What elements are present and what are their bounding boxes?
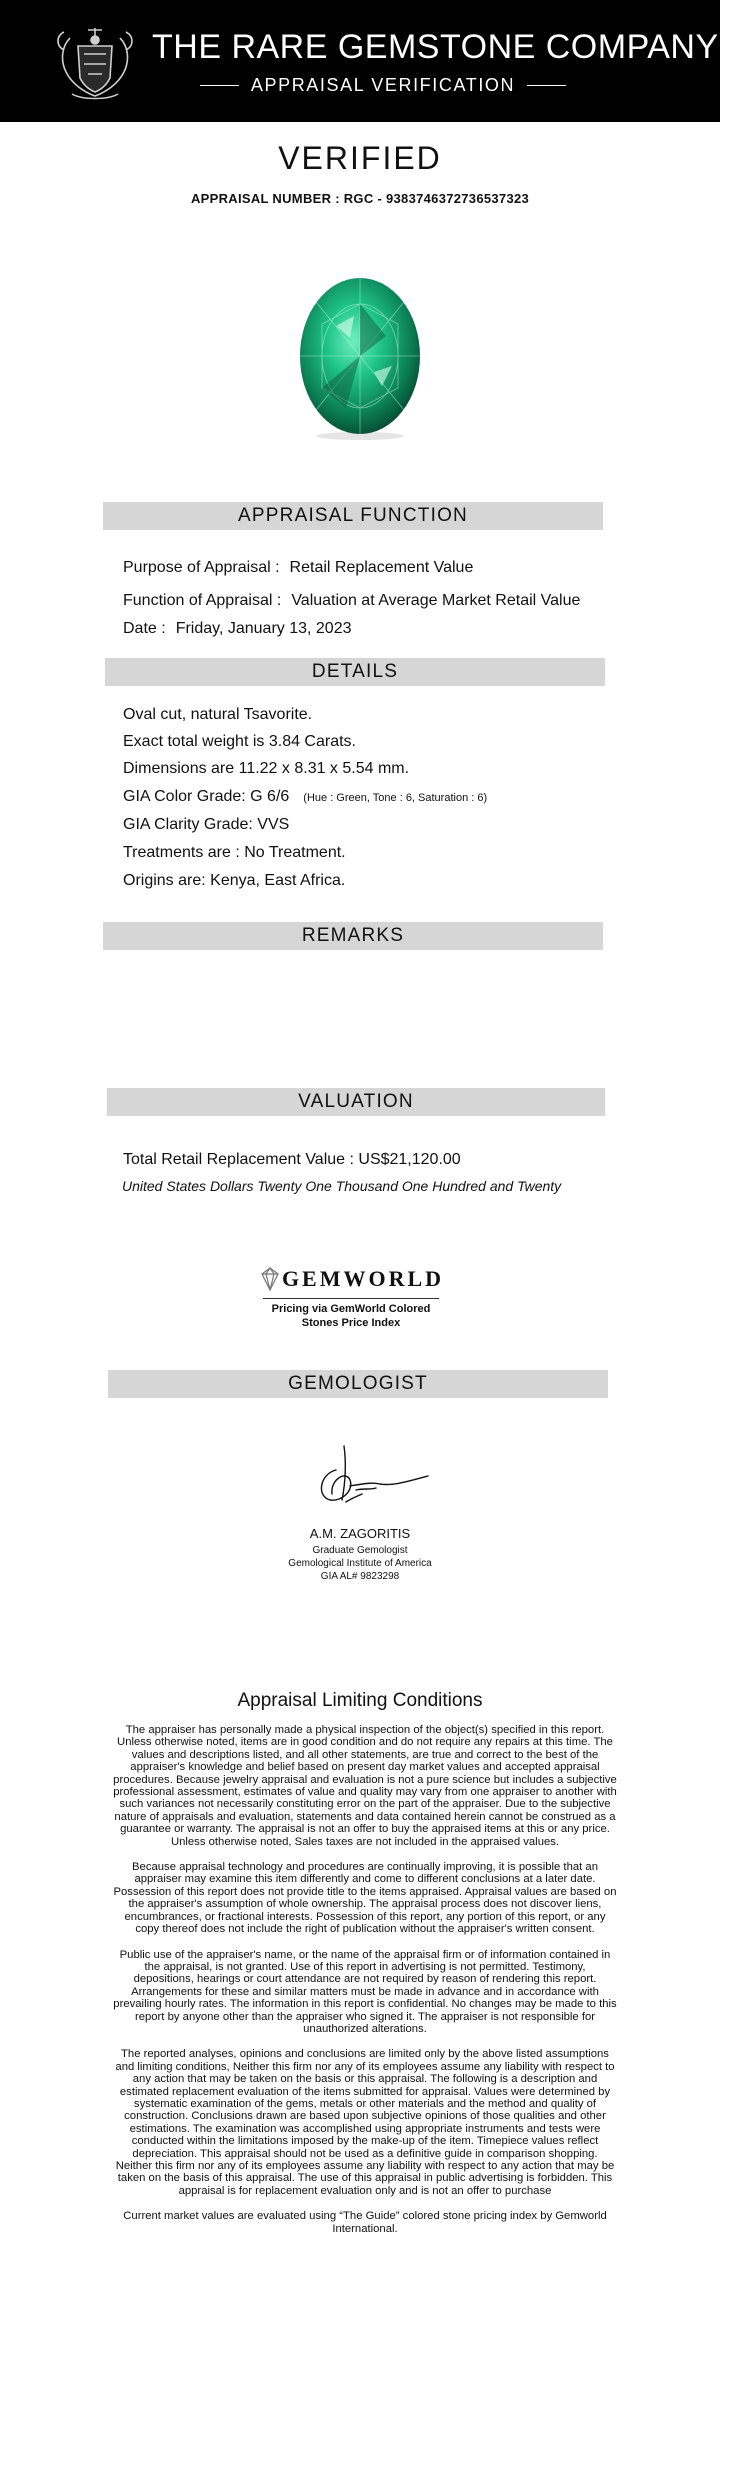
gemworld-pricing	[256, 1262, 446, 1337]
header-banner	[0, 0, 733, 122]
gemologist-name: A.M. ZAGORITIS	[309, 1526, 411, 1541]
date-value: Friday, January 13, 2023	[175, 620, 352, 637]
conditions-paragraph-5: Current market values are evaluated using “The Guide” colored stone pricing index by Gemworld International.	[123, 2210, 607, 2235]
gemologist-title: Graduate Gemologist	[312, 1545, 408, 1556]
oval-green-gemstone-icon	[296, 276, 424, 442]
conditions-paragraph-3: Public use of the appraiser's name, or the name of the appraisal firm or of information contained in the appraisal, is not granted. Use of this report in advertising is not permitted. Testimony, depositions, hearings or court attendance are not required by reason of rendering this report. Arrangements for these and similar matters must be made in advance and in accordance with prevailing hourly rates. The information in this report is confidential. No changes may be made to this report by anyone other than the appraiser who signed it. The appraiser is not responsible for unauthorized alterations.	[113, 1948, 617, 2035]
conditions-title: Appraisal Limiting Conditions	[237, 1690, 483, 1711]
section-remarks: REMARKS	[103, 922, 603, 950]
gemworld-caption-line1: Pricing via GemWorld Colored	[271, 1303, 431, 1315]
function-value: Valuation at Average Market Retail Value	[291, 592, 581, 609]
section-appraisal-function: APPRAISAL FUNCTION	[103, 502, 603, 530]
detail-color-grade	[123, 788, 487, 806]
gemologist-id: GIA AL# 9823298	[320, 1571, 400, 1582]
conditions-text	[113, 1724, 617, 2248]
appraisal-number: APPRAISAL NUMBER : RGC - 9383746372736537323	[190, 191, 530, 206]
gemworld-logo-icon	[258, 1266, 282, 1292]
valuation-total: Total Retail Replacement Value : US$21,120.00	[123, 1151, 461, 1168]
section-details: DETAILS	[105, 658, 605, 686]
verified-status: VERIFIED	[278, 140, 442, 176]
date-label: Date :	[123, 620, 166, 637]
detail-clarity: GIA Clarity Grade: VVS	[123, 816, 290, 833]
subtitle-text: APPRAISAL VERIFICATION	[250, 74, 516, 95]
section-gemologist: GEMOLOGIST	[108, 1370, 608, 1398]
section-valuation: VALUATION	[107, 1088, 605, 1116]
conditions-paragraph-1: The appraiser has personally made a physical inspection of the object(s) specified in this report. Unless otherwise noted, items are in good condition and do not require any repairs at this time. The values and descriptions listed, and all other statements, are true and correct to the best of the appraiser's knowledge and belief based on present day market values and accepted appraisal procedures. Because jewelry appraisal and evaluation is not a pure science but includes a subjective professional assessment, estimates of value and quality may vary from one appraiser to another with such variances not necessarily constituting error on the part of the appraiser. Due to the subjective nature of appraisals and evaluation, statements and data contained herein cannot be construed as a guarantee or warranty. The appraisal is not an offer to buy the appraised items at this or any price. Unless otherwise noted, Sales taxes are not included in the appraised values.	[113, 1724, 617, 1848]
conditions-paragraph-4: The reported analyses, opinions and conclusions are limited only by the above listed assumptions and limiting conditions, Neither this firm nor any of its employees assume any liability with respect to any action that may be taken on the basis or this appraisal. The following is a description and estimated replacement evaluation of the items submitted for appraisal. Values were determined by systematic examination of the gems, metals or other materials and the method and quality of construction. Conclusions drawn are based upon subjective opinions of those qualities and other estimations. The examination was accomplished using appropriate instruments and tests were conducted within the limitations imposed by the make-up of the item. Timepiece values reflect depreciation. This appraisal should not be used as a definitive guide in comparison shopping. Neither this firm nor any of its employees assume any liability with respect to any action that may be taken on the basis of this appraisal. The use of this appraisal in public advertising is forbidden. This appraisal is for replacement evaluation only and is not an offer to purchase	[115, 2048, 615, 2197]
appraisal-verification-subtitle	[200, 74, 566, 96]
gemologist-info	[0, 1526, 720, 1583]
detail-dimensions: Dimensions are 11.22 x 8.31 x 5.54 mm.	[123, 760, 410, 777]
gemworld-rule	[263, 1298, 439, 1299]
gemologist-institute: Gemological Institute of America	[288, 1558, 432, 1569]
gemworld-logo	[256, 1262, 446, 1296]
detail-cut: Oval cut, natural Tsavorite.	[123, 706, 313, 723]
crest-logo-icon	[52, 16, 138, 104]
color-grade-text: GIA Color Grade: G 6/6	[123, 788, 290, 805]
company-name: THE RARE GEMSTONE COMPANY ™	[152, 28, 733, 66]
detail-treatments: Treatments are : No Treatment.	[123, 844, 346, 861]
trademark-symbol: ™	[722, 37, 733, 49]
subtitle-rule-left	[200, 85, 239, 86]
gemworld-caption-line2: Stones Price Index	[301, 1317, 401, 1329]
detail-weight: Exact total weight is 3.84 Carats.	[123, 733, 356, 750]
date-row	[123, 620, 352, 638]
subtitle-rule-right	[527, 85, 566, 86]
purpose-label: Purpose of Appraisal :	[123, 559, 280, 576]
detail-origins: Origins are: Kenya, East Africa.	[123, 872, 346, 889]
purpose-row	[123, 559, 473, 577]
gemworld-logo-text: GEMWORLD	[281, 1266, 445, 1291]
conditions-paragraph-2: Because appraisal technology and procedures are continually improving, it is possible that an appraiser may examine this item differently and come to different conclusions at a later date. Possession of this report does not provide title to the items appraised. Appraisal values are based on the appraiser's assumption of whole ownership. The appraisal process does not discover liens, encumbrances, or fractional interests. Possession of this report, any portion of this report, or any copy thereof does not include the right of publication without the appraiser's written consent.	[113, 1861, 617, 1936]
function-row	[123, 592, 580, 610]
signature-icon	[306, 1440, 432, 1520]
color-grade-note: (Hue : Green, Tone : 6, Saturation : 6)	[303, 792, 488, 804]
valuation-words: United States Dollars Twenty One Thousand One Hundred and Twenty	[122, 1178, 562, 1194]
function-label: Function of Appraisal :	[123, 592, 282, 609]
purpose-value: Retail Replacement Value	[289, 559, 474, 576]
